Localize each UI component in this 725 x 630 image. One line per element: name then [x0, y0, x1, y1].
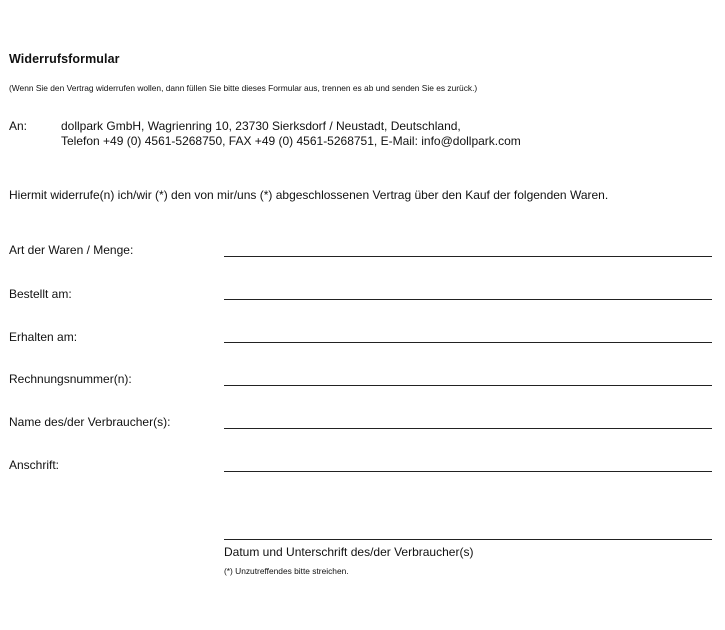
signature-line[interactable]: [224, 539, 712, 540]
field-label-consumer-name: Name des/der Verbraucher(s):: [9, 415, 171, 429]
field-line-invoice-number[interactable]: [224, 385, 712, 386]
field-label-address: Anschrift:: [9, 458, 60, 472]
recipient-address: [61, 119, 521, 149]
field-line-ordered-on[interactable]: [224, 299, 712, 300]
field-line-address[interactable]: [224, 471, 712, 472]
recipient-address-line: dollpark GmbH, Wagrienring 10, 23730 Sierksdorf / Neustadt, Deutschland,: [61, 119, 461, 133]
field-line-goods[interactable]: [224, 256, 712, 257]
field-line-consumer-name[interactable]: [224, 428, 712, 429]
signature-label: Datum und Unterschrift des/der Verbraucher(s): [224, 545, 474, 559]
recipient-contact-line: Telefon +49 (0) 4561-5268750, FAX +49 (0) 4561-5268751, E-Mail: info@dollpark.com: [61, 134, 521, 148]
form-title: Widerrufsformular: [9, 52, 120, 66]
recipient-label: An:: [9, 119, 28, 133]
footnote: (*) Unzutreffendes bitte streichen.: [224, 566, 349, 576]
field-line-received-on[interactable]: [224, 342, 712, 343]
field-label-ordered-on: Bestellt am:: [9, 287, 72, 301]
form-intro: (Wenn Sie den Vertrag widerrufen wollen, dann füllen Sie bitte dieses Formular aus, trennen es ab und senden Sie es zurück.): [9, 83, 478, 93]
field-label-goods: Art der Waren / Menge:: [9, 243, 134, 257]
withdrawal-statement: Hiermit widerrufe(n) ich/wir (*) den von mir/uns (*) abgeschlossenen Vertrag über den Kauf der folgenden Waren.: [9, 188, 609, 202]
field-label-received-on: Erhalten am:: [9, 330, 78, 344]
field-label-invoice-number: Rechnungsnummer(n):: [9, 372, 132, 386]
